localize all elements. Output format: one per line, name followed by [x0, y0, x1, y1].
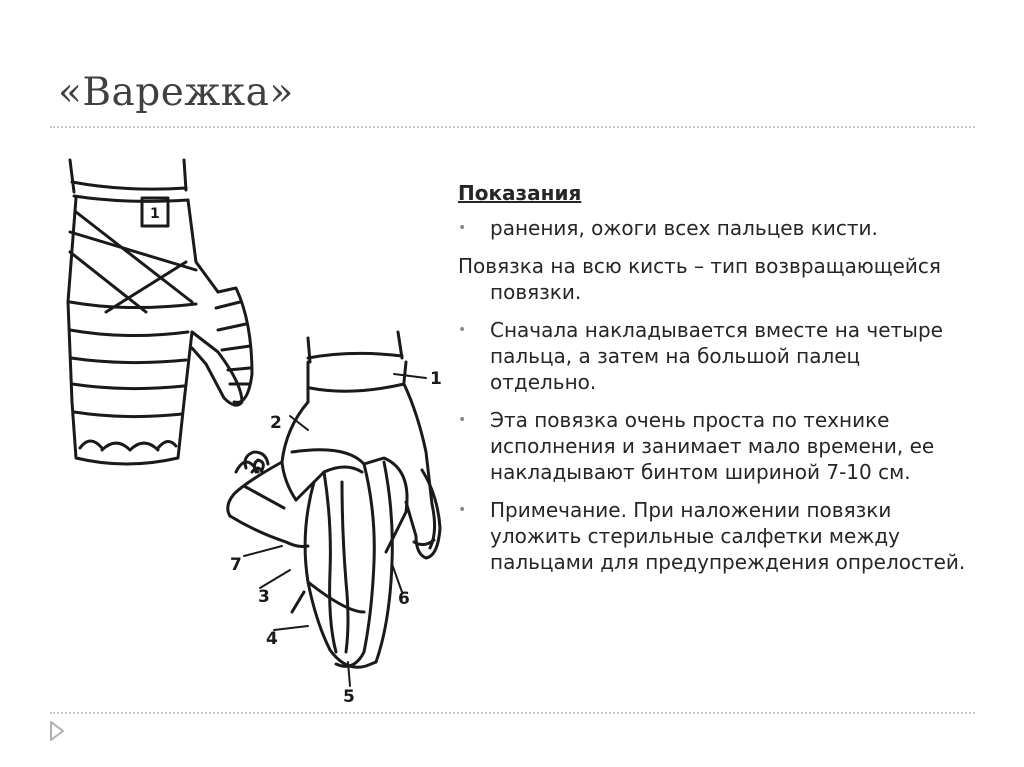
callout-label-5: 5 [343, 687, 355, 707]
title-divider [50, 126, 975, 128]
callout-label-6: 6 [398, 589, 410, 609]
callout-label-3: 3 [258, 587, 270, 607]
left-hand-drawing [68, 160, 252, 464]
footer-divider [50, 712, 975, 714]
slide-title: «Варежка» [58, 70, 294, 115]
callout-label-4: 4 [266, 629, 278, 649]
indications-heading: Показания [458, 181, 582, 205]
list-item-text: Сначала накладывается вместе на четыре пальца, а затем на большой палец отдельно. [490, 318, 943, 394]
right-hand-drawing [228, 332, 440, 667]
list-item [458, 317, 968, 395]
bullet-icon: • [458, 412, 467, 428]
bullet-icon: • [458, 322, 467, 338]
next-slide-arrow-icon[interactable] [48, 720, 66, 742]
callout-label-2: 2 [270, 413, 282, 433]
list-item-text: Примечание. При наложении повязки уложить стерильные салфетки между пальцами для предупреждения опрелостей. [490, 498, 966, 574]
list-item [458, 215, 968, 241]
list-item [458, 497, 968, 575]
bandage-illustration [46, 152, 446, 712]
list-item-plain: Повязка на всю кисть – тип возвращающейся повязки. [458, 254, 941, 304]
callout-label-7: 7 [230, 555, 242, 575]
bullet-icon: • [458, 220, 467, 236]
list-item-text: Эта повязка очень проста по технике исполнения и занимает мало времени, ее накладывают бинтом шириной 7-10 см. [490, 408, 935, 484]
list-item-text: ранения, ожоги всех пальцев кисти. [490, 216, 878, 240]
callout-label-1: 1 [430, 369, 442, 389]
cuff-label: 1 [150, 206, 160, 222]
list-item [458, 407, 968, 485]
bullet-icon: • [458, 502, 467, 518]
indications-panel [458, 180, 968, 587]
